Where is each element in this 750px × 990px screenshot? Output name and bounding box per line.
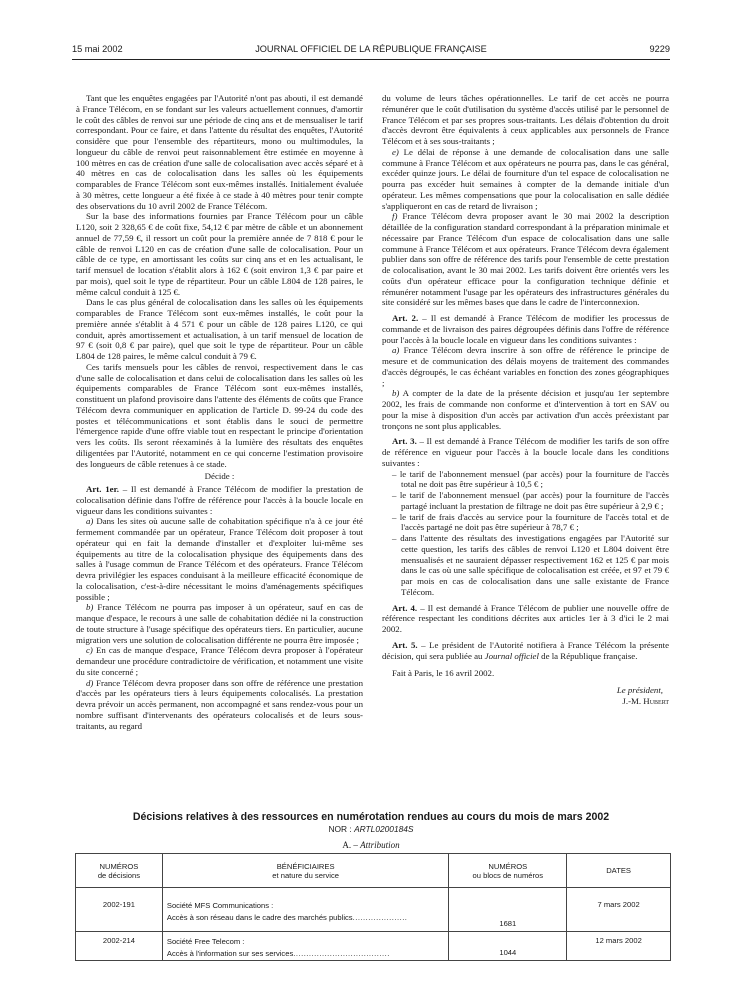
article-2-label: Art. 2. (392, 313, 419, 323)
clause-label: d) (86, 677, 94, 688)
page-header (72, 44, 670, 58)
subsection-heading: A. – Attribution (342, 840, 400, 850)
article-5: Art. 5. – Le président de l'Autorité notifiera à France Télécom la présente décision, qui sera publiée au Journal officiel de la République française. (382, 639, 670, 661)
nor-reference: NOR : ARTL0200184S (328, 824, 414, 834)
clause-e: e) Le délai de réponse à une demande de colocalisation dans une salle commune à France Télécom et aux opérateurs ne pourra pas, dans le cas général, excéder quinze jours. Le délai de fourniture d'un tel espace de colocalisation ne pourra pas excéder huit semaines à compter de la demande initiale d'un opérateur. Les mêmes compensations que pour la colocalisation en salle dédiée s'appliqueront en cas de retard de livraison ; (382, 146, 669, 211)
column-header: DATES (567, 854, 671, 888)
clause-d: d) France Télécom devra proposer dans son offre de référence une prestation d'accès par les opérateurs tiers à leurs équipements colocalisés. La prestation devra prévoir un accès permanent, non accompagné et sans rendez-vous pour un nombre suffisant d'intervenants des opérateurs colocalisés et de leurs sous-traitants, au regard (76, 677, 363, 731)
nor-code: ARTL0200184S (354, 824, 414, 834)
number-block: 1044 (449, 932, 567, 961)
paragraph: Tant que les enquêtes engagées par l'Autorité n'ont pas abouti, il est demandé à France Télécom, en se fondant sur les valeurs actuellement connues, d'amortir le coût des câbles de renvoi sur une période de cinq ans et de mensualiser le tarif correspondant. Pour ce faire, et dans l'attente du résultat des enquêtes, l'Autorité considère que pour l'ensemble des répartiteurs, mono ou multimodules, la longueur du câble de renvoi peut raisonnablement être estimée en moyenne à 100 mètres en cas de création d'une salle de colocalisation avec accès séparé et à 40 mètres en cas de colocalisation dans les salles où les équipements comparables de France Télécom sont eux-mêmes installés. Initialement évaluée à 30 mètres, cette longueur a été fixée à ce stade à 40 mètres pour tenir compte des observations du 10 avril 2002 de France Télécom. (76, 93, 363, 211)
article-1-label: Art. 1er. (86, 484, 119, 494)
attribution-table (75, 853, 671, 961)
list-item: – le tarif de frais d'accès au service pour la fourniture de l'accès total et de l'accès partagé ne doit pas être supérieur à 78,7 € ; (392, 512, 669, 534)
decision-number: 2002-214 (76, 932, 163, 961)
paragraph: du volume de leurs tâches opérationnelles. Le tarif de cet accès ne pourra rémunérer que le coût d'utilisation du système d'accès utilisé par le personnel de France Télécom et par ses propres sous-traitants. Les délais d'obtention du droit d'accès devront être équivalents à ceux applicables aux personnels de France Télécom et à ses sous-traitants ; (382, 93, 669, 146)
table-row (76, 888, 671, 932)
decide-heading: Décide : (204, 471, 235, 482)
paragraph: Sur la base des informations fournies par France Télécom pour un câble L120, soit 2 328,65 € de coût fixe, 54,12 € par mètre de câble et un abonnement annuel de 77,59 €, il ressort un coût pour la première année de 7 818 € pour le câble de renvoi L120 en cas de création d'une salle de colocalisation. Pour un câble de ce type, en amortissant les coûts sur cinq ans et en les actualisant, le tarif mensuel de location s'établit alors à 162 € (soit environ 1,3 € par paire et par mois), quel soit le type de répartiteur. Pour un câble L804 de 128 paires, le même calcul conduit à 125 €. (76, 211, 363, 297)
journal-name: Journal officiel (484, 650, 539, 661)
signature-role: Le président, (616, 685, 663, 695)
clause-b: b) France Télécom ne pourra pas imposer à un opérateur, sauf en cas de manque d'espace, le recours à une salle de cohabitation dédiée ni la construction de toute structure à l'usage spécifique des opérateurs tiers. En particulier, aucune migration vers une solution de colocalisation différente ne pourra être imposée ; (76, 602, 363, 645)
clause-label: e) (392, 146, 399, 157)
left-column (76, 93, 363, 731)
issue-date: 15 mai 2002 (72, 44, 123, 54)
beneficiary-cell: Société Free Telecom : Accès à l'information sur ses services..................................... (162, 932, 449, 961)
clause-label: f) (392, 211, 398, 222)
number-block: 1681 (449, 888, 567, 932)
header-rule (72, 59, 670, 60)
article-1: Art. 1er. – Il est demandé à France Télécom de modifier la prestation de colocalisation définie dans l'offre de référence pour l'accès à la boucle locale en vigueur dans les conditions suivantes : (76, 484, 363, 516)
journal-title: JOURNAL OFFICIEL DE LA RÉPUBLIQUE FRANÇAISE (255, 44, 487, 54)
list-item: – le tarif de l'abonnement mensuel (par accès) pour la fourniture de l'accès total ne doit pas être supérieur à 10,5 € ; (392, 469, 669, 491)
tariff-list (382, 469, 669, 598)
clause-label: b) (86, 602, 94, 613)
decision-date: 7 mars 2002 (567, 888, 671, 932)
section-title: Décisions relatives à des ressources en numérotation rendues au cours du mois de mars 2002 (132, 811, 610, 823)
list-item: – dans l'attente des résultats des investigations engagées par l'Autorité sur cette question, les tarifs des câbles de renvoi L120 et L804 doivent être mensualisés et ne sauraient dépasser respectivement 162 et 125 € par mois dans le cas où une salle spécifique de colocalisation est créée, et 97 et 79 € par mois en cas de colocalisation dans une salle existante de France Télécom. (392, 533, 669, 598)
paragraph: Dans le cas plus général de colocalisation dans les salles où les équipements comparables de France Télécom sont eux-mêmes installés, le coût pour la première année s'établit à 4 571 € pour un câble de 128 paires L120, ce qui conduit, après amortissement et actualisation, à un tarif mensuel de location de 97 € (soit 0,8 € par paire), quel que soit le type de répartiteur. Pour un câble L804 de 128 paires, le même calcul conduit à 79 €. (76, 297, 363, 361)
decision-date: 12 mars 2002 (567, 932, 671, 961)
paragraph: Ces tarifs mensuels pour les câbles de renvoi, respectivement dans le cas d'une salle de colocalisation et dans celui de colocalisation dans les salles où les équipements comparables de France Télécom sont eux-mêmes installés, constituent un plafond provisoire dans l'attente des éléments de coûts que France Télécom devra communiquer en application de l'article D. 99-24 du code des postes et télécommunications et sont établis dans le souci de permettre l'émergence rapide d'une offre viable tout en respectant le principe d'orientation vers les coûts. Ils seront réexaminés à la lumière des résultats des enquêtes diligentées par l'Autorité, notamment en ce qui concerne l'estimation provisoire des longueurs de câble retenues à ce stade. (76, 361, 363, 469)
beneficiary-cell: Société MFS Communications : Accès à son réseau dans le cadre des marchés publics..................... (162, 888, 449, 932)
clause-a: a) France Télécom devra inscrire à son offre de référence le principe de mesure et de communication des délais moyens de traitement des commandes d'accès dégroupés, le cas échéant variables en fonction des zones géographiques ; (382, 345, 669, 388)
table-row (76, 932, 671, 961)
clause-label: a) (392, 345, 400, 356)
clause-b: b) A compter de la date de la présente décision et jusqu'au 1er septembre 2002, les frais de commande non conforme et d'intervention à tort en SAV ou pour la mise à disposition d'un accès par activation d'un accès préexistant par tronçons ne sont plus applicables. (382, 388, 669, 431)
list-item: – le tarif de l'abonnement mensuel (par accès) pour la fourniture de l'accès partagé incluant la prestation de filtrage ne doit pas être supérieur à 2,9 € ; (392, 490, 669, 512)
decision-number: 2002-191 (76, 888, 163, 932)
signature-place-date: Fait à Paris, le 16 avril 2002. (392, 668, 495, 679)
clause-label: c) (86, 645, 93, 656)
signature-block (382, 685, 669, 707)
column-header: BÉNÉFICIAIRES et nature du service (162, 854, 449, 888)
table-header-row (76, 854, 671, 888)
right-column (382, 93, 669, 707)
article-3-label: Art. 3. (392, 436, 417, 447)
page-number: 9229 (649, 44, 670, 54)
clause-a: a) Dans les sites où aucune salle de cohabitation spécifique n'a à ce jour été fermement commandée par un opérateur, France Télécom doit proposer à tout opérateur qui en fait la demande d'installer et d'exploiter lui-même ses équipements au titre de la colocalisation physique des équipements dans des salles à l'usage commun de France Télécom et des opérateurs. France Télécom devra privilégier les espaces conduisant à la meilleure efficacité économique de la colocalisation, c'est-à-dire nécessitant le moins d'aménagements spécifiques possible ; (76, 516, 363, 602)
clause-c: c) En cas de manque d'espace, France Télécom devra proposer à l'opérateur demandeur une procédure contradictoire de vérification, et notamment une visite du site concerné ; (76, 645, 363, 677)
article-4: Art. 4. – Il est demandé à France Télécom de publier une nouvelle offre de référence respectant les conditions décrites aux articles 1er à 3 d'ici le 2 mai 2002. (382, 602, 670, 634)
article-2: Art. 2. – Il est demandé à France Télécom de modifier les processus de commande et de livraison des paires dégroupées définis dans l'offre de référence pour l'accès à la boucle locale en vigueur dans les conditions suivantes : (382, 313, 670, 345)
signature-name: J.-M. Hubert (622, 695, 669, 706)
clause-label: b) (392, 388, 400, 399)
article-4-label: Art. 4. (392, 602, 418, 613)
clause-label: a) (86, 516, 94, 527)
clause-f: f) France Télécom devra proposer avant le 30 mai 2002 la description détaillée de la configuration standard correspondant à la préparation minimale et nécessaire par France Télécom d'un espace de colocalisation dans une salle commune à France Télécom et aux opérateurs. France Télécom devra également publier dans son offre de référence des tarifs pour l'ensemble de cette prestation de colocalisation, avant le 30 mai 2002. Les tarifs doivent être orientés vers les coûts d'un opérateur efficace pour la configuration technique définie et rémunérer notamment l'usage par les opérateurs des infrastructures générales du site considéré sur les mêmes bases que dans le cadre de l'interconnexion. (382, 211, 669, 308)
column-header: NUMÉROS de décisions (76, 854, 163, 888)
article-3: Art. 3. – Il est demandé à France Télécom de modifier les tarifs de son offre de référence en vigueur pour l'accès à la boucle locale dans les conditions suivantes : (382, 436, 670, 468)
article-5-label: Art. 5. (392, 639, 418, 650)
column-header: NUMÉROS ou blocs de numéros (449, 854, 567, 888)
